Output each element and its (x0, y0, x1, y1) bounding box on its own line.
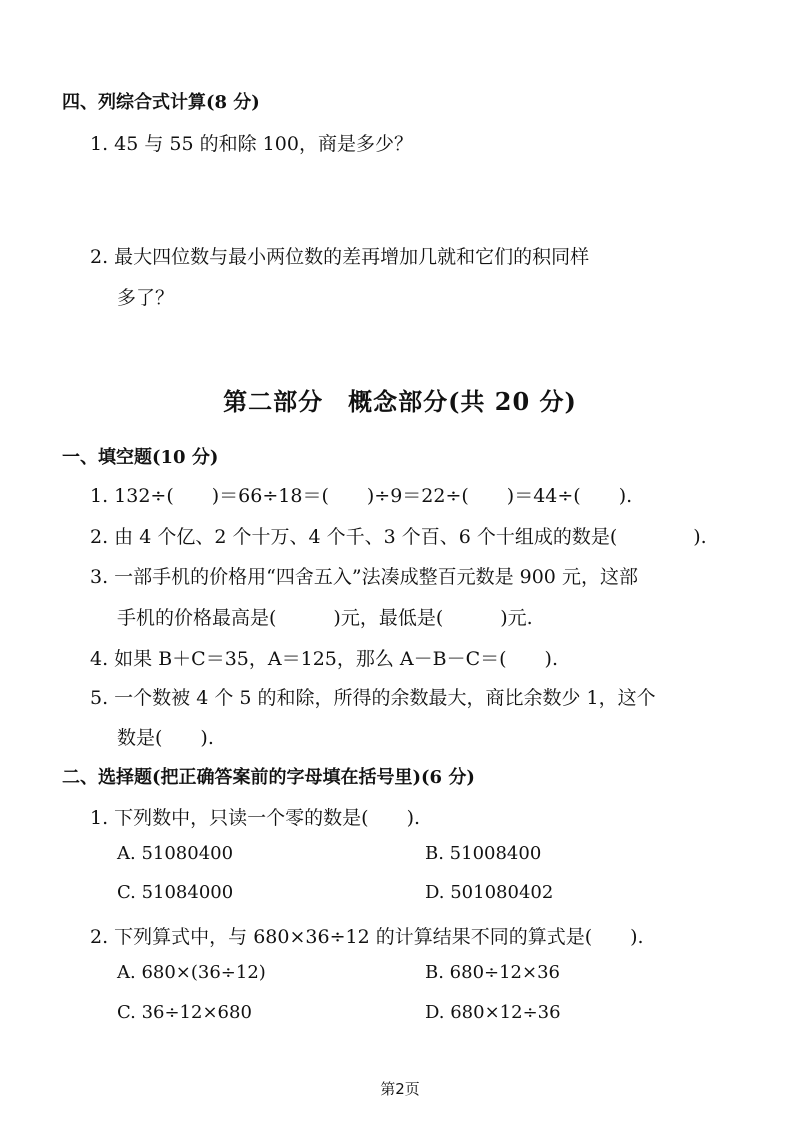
fill-question-3-line2: 手机的价格最高是( )元，最低是( )元. (117, 607, 533, 629)
page-number: 第2页 (380, 1080, 420, 1098)
choice-1-option-d: D. 501080402 (425, 882, 554, 903)
choice-2-option-a: A. 680×(36÷12) (117, 962, 266, 983)
question-4-2-line2: 多了？ (117, 287, 175, 309)
fill-question-5-line2: 数是( ). (117, 727, 214, 749)
fill-question-1: 1. 132÷( )＝66÷18＝( )÷9＝22÷( )＝44÷( ). (90, 485, 633, 507)
choice-2-option-b: B. 680÷12×36 (425, 962, 560, 983)
fill-question-2: 2. 由 4 个亿、2 个十万、4 个千、3 个百、6 个十组成的数是( ). (90, 526, 707, 548)
fill-question-4: 4. 如果 B＋C＝35，A＝125，那么 A－B－C＝( ). (90, 648, 558, 670)
fill-question-5-line1: 5. 一个数被 4 个 5 的和除，所得的余数最大，商比余数少 1，这个 (90, 687, 656, 709)
section-heading-combined-calc: 四、列综合式计算(8 分) (62, 92, 260, 113)
choice-question-1: 1. 下列数中，只读一个零的数是( ). (90, 807, 421, 829)
choice-1-option-b: B. 51008400 (425, 843, 542, 864)
question-4-2-line1: 2. 最大四位数与最小两位数的差再增加几就和它们的积同样 (90, 246, 590, 268)
choice-2-option-c: C. 36÷12×680 (117, 1002, 252, 1023)
choice-question-2: 2. 下列算式中，与 680×36÷12 的计算结果不同的算式是( ). (90, 926, 644, 948)
choice-1-option-c: C. 51084000 (117, 882, 234, 903)
question-4-1: 1. 45 与 55 的和除 100，商是多少？ (90, 133, 413, 155)
part-title: 第二部分 概念部分(共 20 分) (223, 387, 577, 416)
choice-2-option-d: D. 680×12÷36 (425, 1002, 561, 1023)
choice-1-option-a: A. 51080400 (117, 843, 234, 864)
section-heading-multiple-choice: 二、选择题(把正确答案前的字母填在括号里)(6 分) (62, 767, 475, 788)
section-heading-fill-in: 一、填空题(10 分) (62, 447, 219, 468)
fill-question-3-line1: 3. 一部手机的价格用“四舍五入”法凑成整百元数是 900 元，这部 (90, 566, 638, 588)
